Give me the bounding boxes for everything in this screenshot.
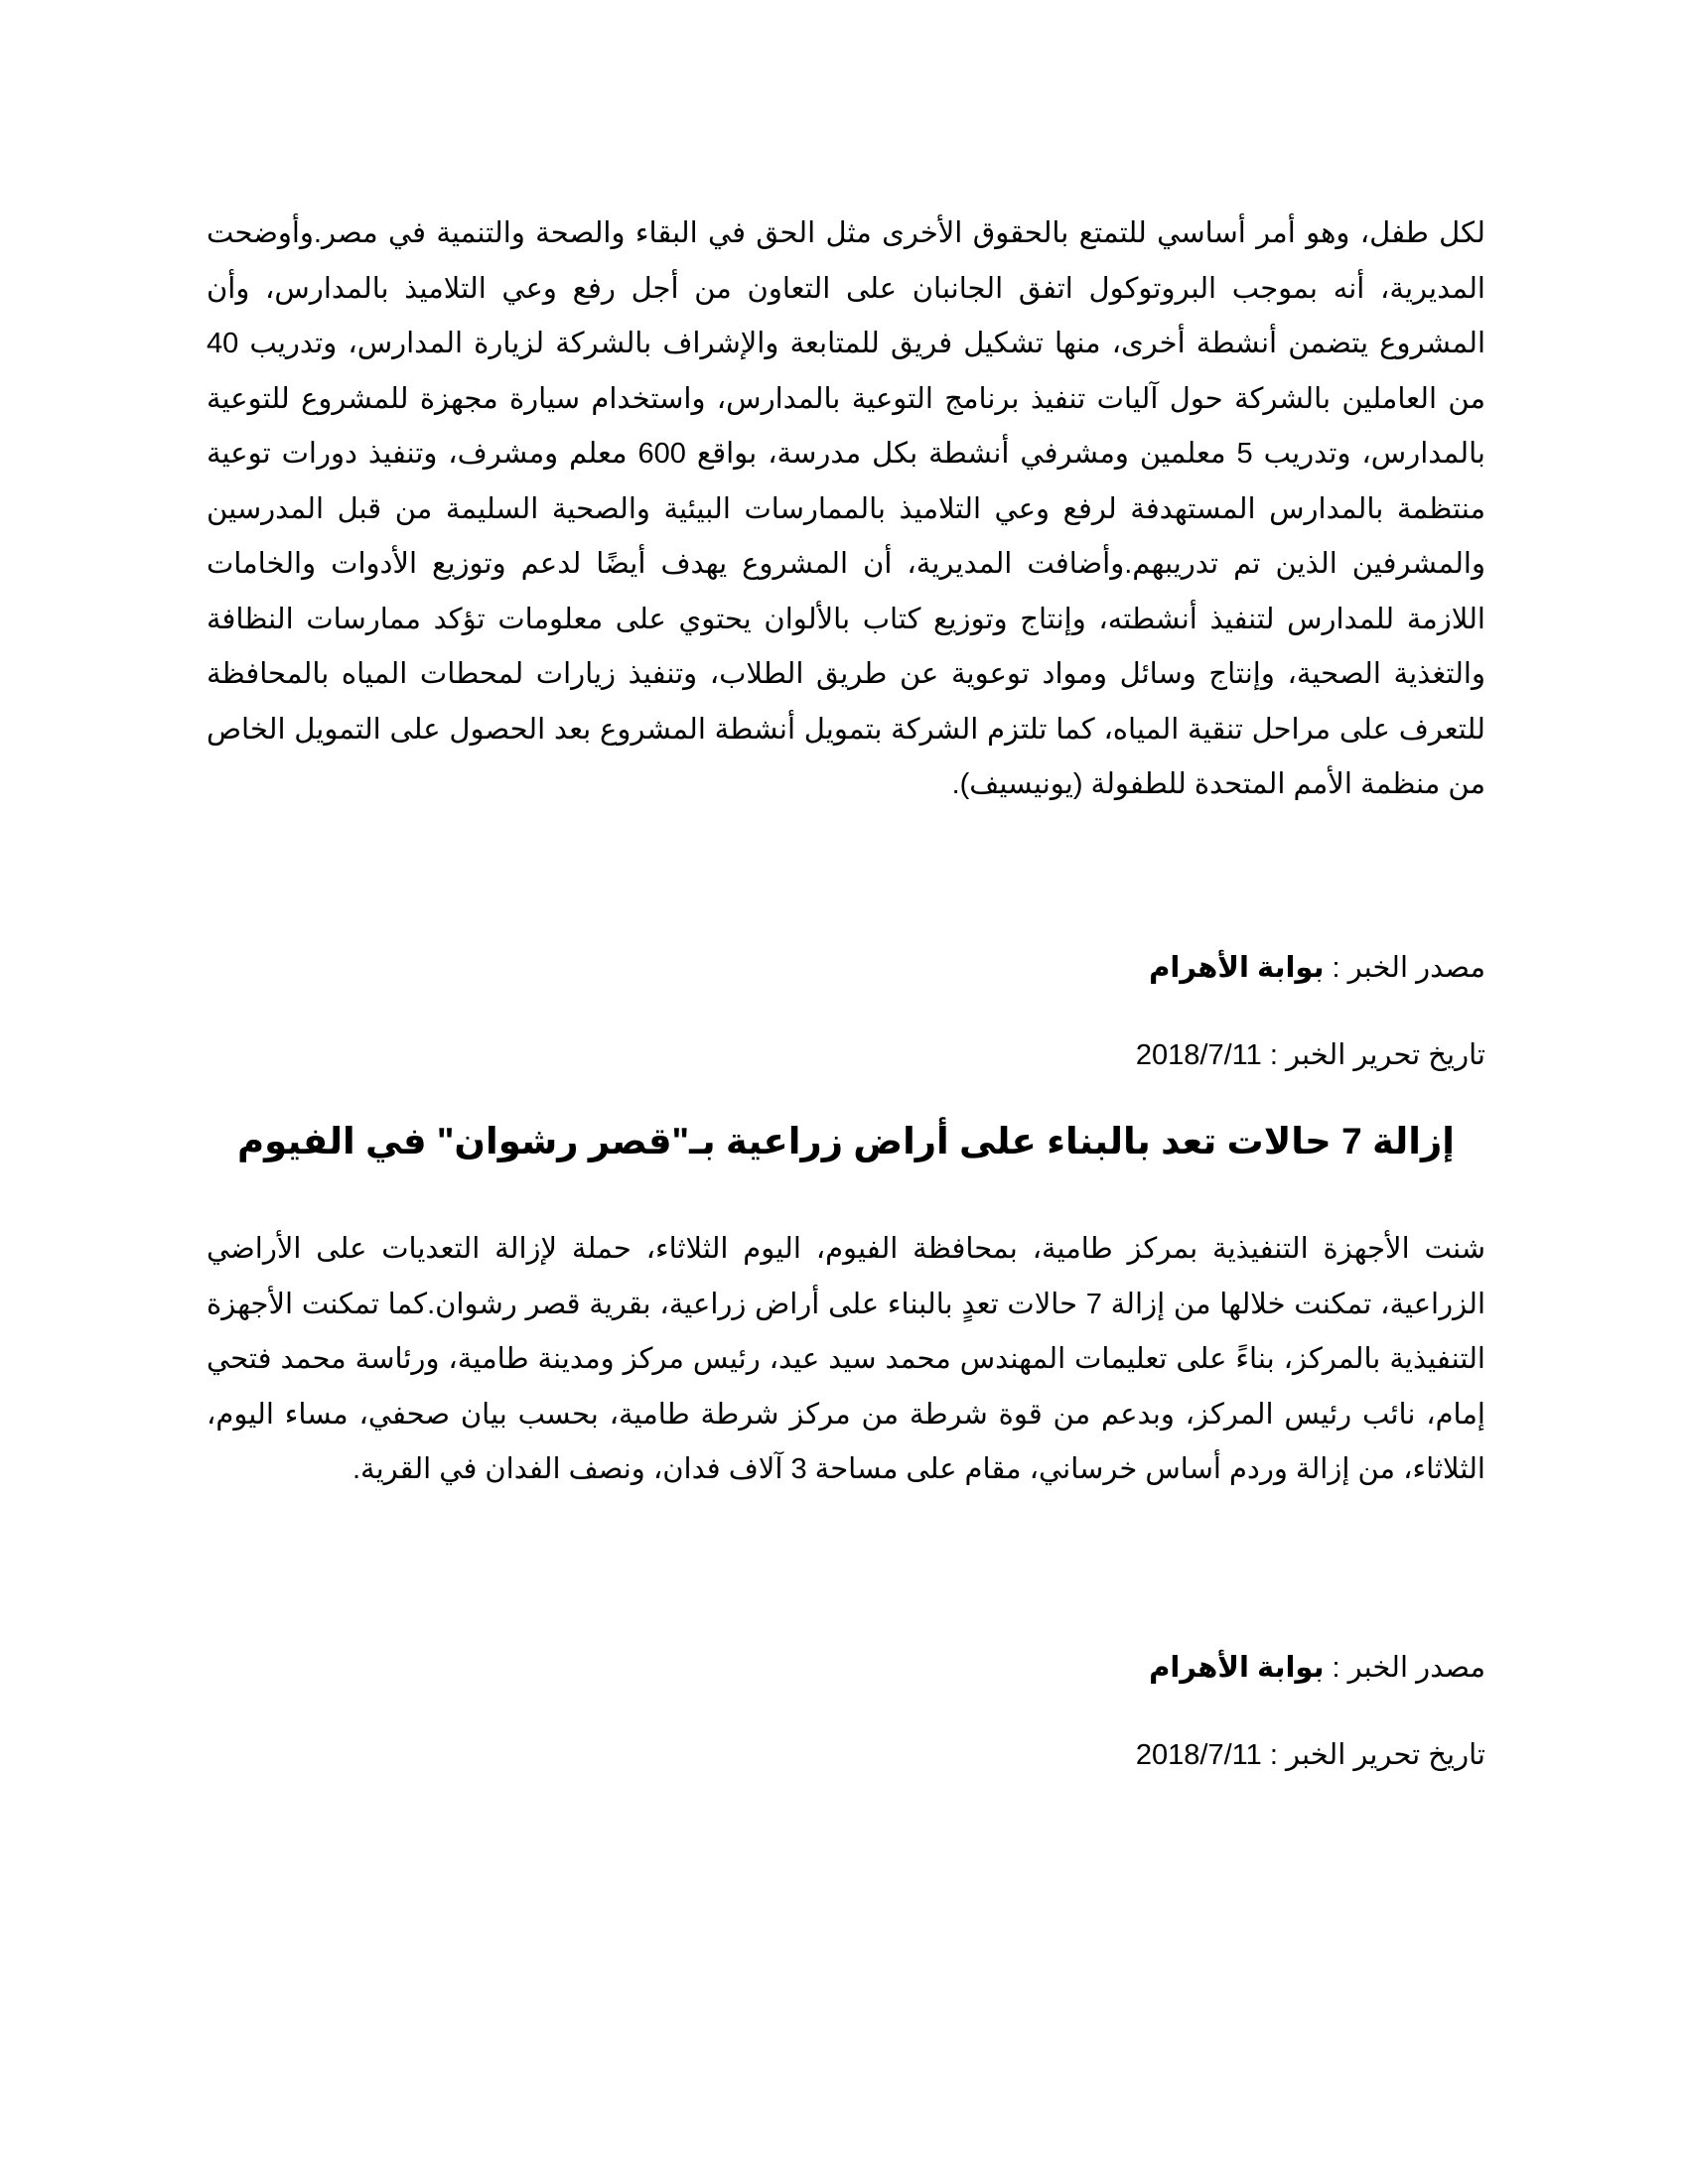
separator: :: [1261, 1739, 1286, 1771]
article-2-body: شنت الأجهزة التنفيذية بمركز طامية، بمحافظة الفيوم، اليوم الثلاثاء، حملة لإزالة التعديات على الأراضي الزراعية، تمكنت خلالها من إزالة 7 حالات تعدٍ بالبناء على أراض زراعية، بقرية قصر رشوان.كما تمكنت الأجهزة التنفيذية بالمركز، بناءً على تعليمات المهندس محمد سيد عيد، رئيس مركز ومدينة طامية، ورئاسة محمد فتحي إمام، نائب رئيس المركز، وبدعم من قوة شرطة من مركز شرطة طامية، بحسب بيان صحفي، مساء اليوم، الثلاثاء، من إزالة وردم أساس خرساني، مقام على مساحة 3 آلاف فدان، ونصف الفدان في القرية.: [207, 1233, 1486, 1485]
article-2-headline: إزالة 7 حالات تعد بالبناء على أراض زراعية بـ"قصر رشوان" في الفيوم: [237, 1121, 1455, 1161]
article-1-date: [1136, 1035, 1485, 1075]
date-label: تاريخ تحرير الخبر: [1285, 1039, 1485, 1071]
article-1-source: [1149, 948, 1485, 988]
date-value: 2018/7/11: [1135, 1739, 1262, 1771]
date-label: تاريخ تحرير الخبر: [1285, 1739, 1485, 1771]
article-1-body: لكل طفل، وهو أمر أساسي للتمتع بالحقوق الأخرى مثل الحق في البقاء والصحة والتنمية في مصر.وأوضحت المديرية، أنه بموجب البروتوكول اتفق الجانبان على التعاون من أجل رفع وعي التلاميذ بالمدارس، وأن المشروع يتضمن أنشطة أخرى، منها تشكيل فريق للمتابعة والإشراف بالشركة لزيارة المدارس، وتدريب 40 من العاملين بالشركة حول آليات تنفيذ برنامج التوعية بالمدارس، واستخدام سيارة مجهزة للمشروع للتوعية بالمدارس، وتدريب 5 معلمين ومشرفي أنشطة بكل مدرسة، بواقع 600 معلم ومشرف، وتنفيذ دورات توعية منتظمة بالمدارس المستهدفة لرفع وعي التلاميذ بالممارسات البيئية والصحية السليمة من قبل المدرسين والمشرفين الذين تم تدريبهم.وأضافت المديرية، أن المشروع يهدف أيضًا لدعم وتوزيع الأدوات والخامات اللازمة للمدارس لتنفيذ أنشطته، وإنتاج وتوزيع كتاب بالألوان يحتوي على معلومات تؤكد ممارسات النظافة والتغذية الصحية، وإنتاج وسائل ومواد توعوية عن طريق الطلاب، وتنفيذ زيارات لمحطات المياه بالمحافظة للتعرف على مراحل تنقية المياه، كما تلتزم الشركة بتمويل أنشطة المشروع بعد الحصول على التمويل الخاص من منظمة الأمم المتحدة للطفولة (يونيسيف).: [207, 217, 1485, 800]
article-2-source: [1149, 1648, 1485, 1688]
separator: :: [1324, 1652, 1348, 1684]
source-label: مصدر الخبر: [1347, 952, 1485, 984]
separator: :: [1261, 1039, 1286, 1071]
source-value: بوابة الأهرام: [1149, 1652, 1325, 1684]
source-value: بوابة الأهرام: [1149, 952, 1325, 984]
date-value: 2018/7/11: [1135, 1039, 1262, 1071]
separator: :: [1324, 952, 1348, 984]
source-label: مصدر الخبر: [1347, 1652, 1485, 1684]
article-2-date: [1136, 1735, 1485, 1775]
